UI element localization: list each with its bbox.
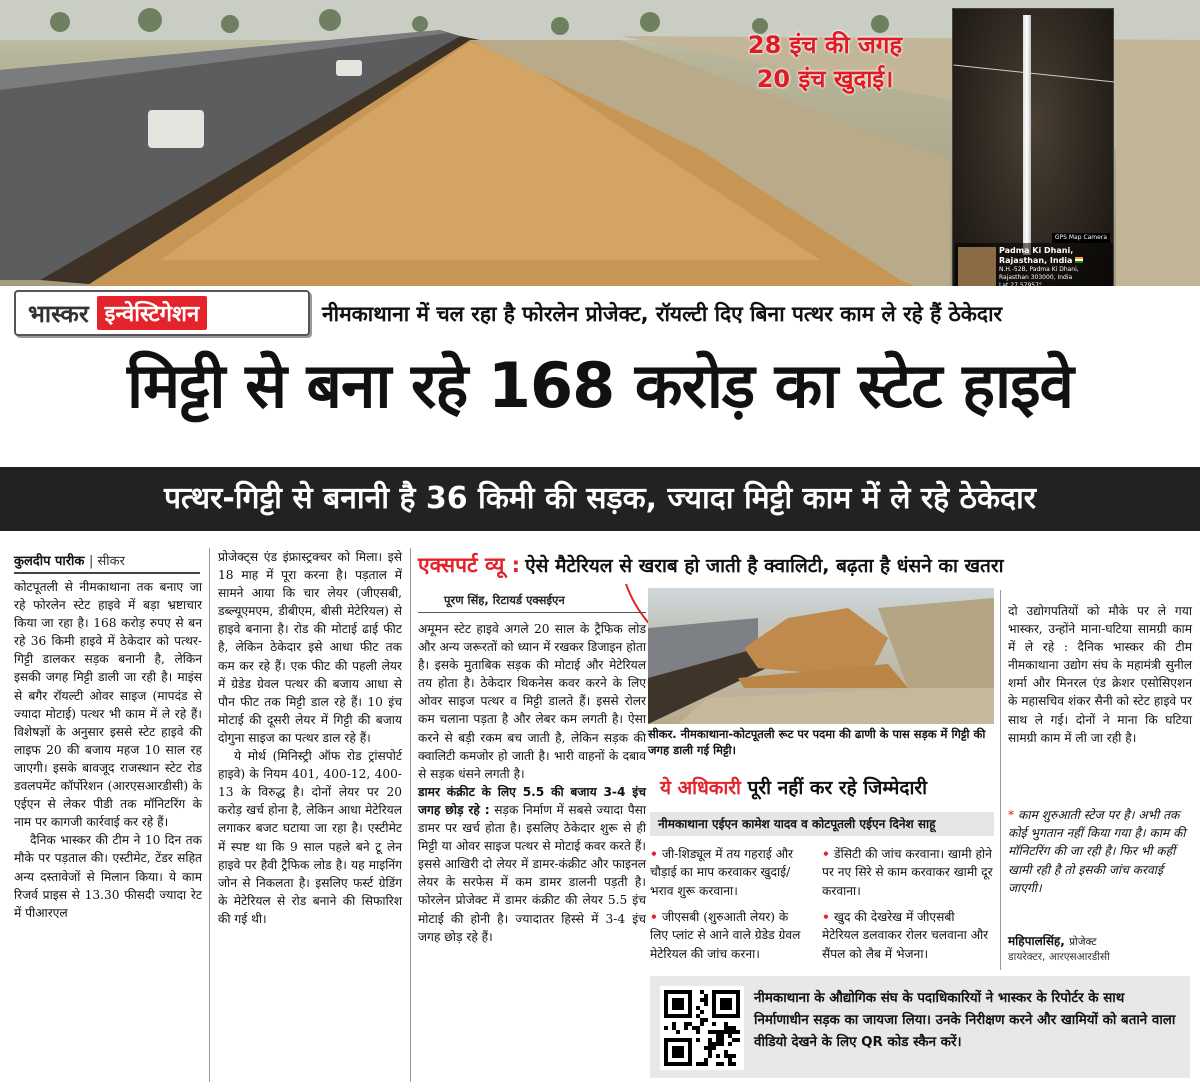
byline-city: सीकर bbox=[97, 554, 125, 569]
officials-heading-red: ये अधिकारी bbox=[660, 777, 741, 799]
official-quote: * काम शुरुआती स्टेज पर है। अभी तक कोई भुगतान नहीं किया गया है। काम की मॉनिटरिंग की जा रही है। फिर भी कहीं खामी रही है तो इसकी जांच करवाई जाएगी। bbox=[1008, 808, 1186, 895]
expert-para-2: सड़क निर्माण में सबसे ज्यादा पैसा डामर पर खर्च होता है। इसलिए ठेकेदार शुरू से ही मिट्टी या ओवर साइज पत्थर से मोटाई कवर करते हैं। इससे आखिरी दो लेयर में डामर-कंक्रीट और फाइनल लेयर के सरफेस में कम डामर डालनी पड़ती है। फोरलेन प्रोजेक्ट में डामर कंक्रीट की लेयर 5.5 इंच मोटाई की होनी है। ज्यादातर हिस्से में 3-4 इंच जगह छोड़ रहे हैं। bbox=[418, 802, 647, 944]
geotag-address: N.H.-52B, Padma Ki Dhani, Rajasthan 303000, India bbox=[999, 266, 1079, 281]
map-thumbnail bbox=[958, 247, 996, 287]
duty-bullet: • खुद की देखरेख में जीएसबी मेटेरियल डलवाकर रोलर चलवाना और सैंपल को लैब में भेजना। bbox=[822, 910, 989, 961]
column-2-para-1: प्रोजेक्ट्स एंड इंफ्रास्ट्रक्चर को मिला। इसे 18 माह में पूरा करना है। पड़ताल में सामने आया कि चार लेयर (जीएसबी, डब्ल्यूएमएम, डीबीएम, बीसी मेटेरियल) से हाइवे बनाना है। रोड की मोटाई ढाई फीट है, लेकिन ठेकेदार इसे आधा फीट तक कम कर रहे हैं। एक फीट की पहली लेयर में ग्रेडेड ग्रेवल पत्थर की बजाय आधा से पौन फीट तक मिट्टी डाल रहे हैं। 10 इंच मोटाई की दूसरी लेयर में गिट्टी की बजाय दोगुना साइज का पत्थर डाल रहे हैं। bbox=[218, 550, 402, 745]
kicker: नीमकाथाना में चल रहा है फोरलेन प्रोजेक्ट, रॉयल्टी दिए बिना पत्थर काम ले रहे हैं ठेकेदार bbox=[322, 302, 1003, 326]
duty-bullet: • डेंसिटी की जांच करवाना। खामी होने पर नए सिरे से काम करवाकर खामी दूर करवाना। bbox=[822, 847, 993, 898]
gps-app-label: GPS Map Camera bbox=[1052, 233, 1110, 243]
expert-para-1: अमूमन स्टेट हाइवे अगले 20 साल के ट्रैफिक लोड और अन्य जरूरतों को ध्यान में रखकर डिजाइन होता है। इसके मुताबिक सड़क की मोटाई और मेटेरियल तय होता है। ठेकेदार थिकनेस कवर करने के लिए ओवर साइज पत्थर व मिट्टी डालते हैं। इससे रोलर कम चलाना पड़ता है और लेबर कम लगती है। ऐसा करने से बड़ी रकम बच जाती है, लेकिन सड़क की क्वालिटी कमजोर हो जाती है। भारी वाहनों के दबाव से सड़क धंसने लगती है। bbox=[418, 622, 646, 781]
column-2-para-2: ये मोर्थ (मिनिस्ट्री ऑफ रोड ट्रांसपोर्ट हाइवे) के नियम 401, 400-12, 400-13 के विरुद्ध है। दोनों लेयर पर 20 करोड़ खर्च होना है, लेकिन आधा मेटेरियल लगाकर बजट घटाया जा रहा है। एस्टीमेट में स्पष्ट था कि 9 साल पहले बने टू लेन हाइवे पर हैवी ट्रैफिक लोड है। यह माइनिंग जोन से निकलता है। इसलिए फर्स्ट ग्रेडिंग के मेटेरियल से रोड बनाने की सिफारिश की गई थी। bbox=[218, 749, 402, 926]
qr-code[interactable] bbox=[660, 986, 744, 1070]
subheadline: पत्थर-गिट्टी से बनानी है 36 किमी की सड़क, ज्यादा मिट्टी काम में ले रहे ठेकेदार bbox=[0, 467, 1200, 531]
geotag-place: Padma Ki Dhani, Rajasthan, India bbox=[999, 246, 1110, 266]
bullet-icon: • bbox=[650, 910, 663, 924]
expert-tag: एक्सपर्ट व्यू : bbox=[418, 553, 521, 577]
hero-caption bbox=[690, 28, 960, 96]
investigation-strip bbox=[0, 286, 1200, 342]
column-1 bbox=[14, 578, 202, 922]
bullet-icon: • bbox=[650, 847, 663, 861]
bullet-icon: • bbox=[822, 847, 835, 861]
column-divider bbox=[209, 548, 210, 1082]
duty-bullet: • जी-शिड्यूल में तय गहराई और चौड़ाई का माप करवाकर खुदाई/भराव शुरू करवाना। bbox=[650, 847, 794, 898]
byline bbox=[14, 551, 200, 569]
column-4 bbox=[1008, 602, 1192, 747]
expert-para-2-lead: डामर कंक्रीट के लिए 5.5 की बजाय 3-4 इंच जगह छोड़ रहे : bbox=[418, 784, 646, 817]
qr-text: नीमकाथाना के औद्योगिक संघ के पदाधिकारियों ने भास्कर के रिपोर्टर के साथ निर्माणाधीन सड़क का जायजा लिया। उनके निरीक्षण करने और खामियों को बताने वाला वीडियो देखने के लिए QR कोड स्कैन करें। bbox=[754, 991, 1176, 1050]
column-1-para-1: कोटपूतली से नीमकाथाना तक बनाए जा रहे फोरलेन स्टेट हाइवे में बड़ा भ्रष्टाचार किया जा रहा है। 168 करोड़ रुपए से बन रहे 36 किमी हाइवे में ठेकेदार को पत्थर-गिट्टी डालकर सड़क बनानी है, लेकिन इसकी जगह मिट्टी डाली जा रही है। माइंस से बगैर रॉयल्टी ओवर साइज (मापदंड से ज्यादा मोटाई) पत्थर भी काम में ले रहे हैं। विशेषज्ञों के अनुसार इससे स्टेट हाइवे की लाइफ 20 की बजाय महज 10 साल रह जाएगी। इसके बावजूद राजस्थान स्टेट रोड डवलपमेंट कॉर्पोरेशन (आरएसआरडीसी) के एईएन से लेकर पीडी तक मॉनिटरिंग के नाम पर कागजी कार्रवाई कर रहे हैं। bbox=[14, 580, 202, 830]
officials-heading bbox=[660, 774, 927, 800]
column-divider bbox=[410, 548, 411, 1082]
inset-wire bbox=[953, 65, 1114, 83]
quote-author: महिपालसिंह, प्रोजेक्ट bbox=[1008, 934, 1097, 948]
duty-bullet: • जीएसबी (शुरुआती लेयर) के लिए प्लांट से आने वाले ग्रेडेड ग्रेवल मेटेरियल की जांच करना। bbox=[650, 910, 801, 961]
india-flag-icon bbox=[1075, 257, 1083, 263]
officials-names: नीमकाथाना एईएन कामेश यादव व कोटपूतली एईएन दिनेश साहू bbox=[650, 812, 994, 836]
badge-label: इन्वेस्टिगेशन bbox=[97, 296, 208, 330]
expert-byline-rule bbox=[418, 612, 646, 613]
caption-line-2: 20 इंच खुदाई। bbox=[756, 65, 894, 93]
qr-pattern bbox=[664, 990, 740, 1066]
section-badge bbox=[14, 290, 310, 336]
column-divider bbox=[1000, 590, 1001, 970]
expert-header bbox=[418, 551, 1192, 583]
quote-star-icon: * bbox=[1008, 808, 1018, 822]
byline-name: कुलदीप पारीक bbox=[14, 554, 85, 569]
headline: मिट्टी से बना रहे 168 करोड़ का स्टेट हाइवे bbox=[126, 349, 1074, 422]
measuring-rod bbox=[1023, 15, 1031, 255]
expert-title: ऐसे मैटेरियल से खराब हो जाती है क्वालिटी, बढ़ता है धंसने का खतरा bbox=[525, 555, 1004, 577]
byline-rule bbox=[14, 572, 200, 574]
officials-heading-rest: पूरी नहीं कर रहे जिम्मेदारी bbox=[747, 777, 928, 799]
quote-author-role: डायरेक्टर, आरएसआरडीसी bbox=[1008, 951, 1110, 963]
badge-brand: भास्कर bbox=[28, 299, 89, 328]
column-2 bbox=[218, 548, 402, 928]
hero-photo bbox=[0, 0, 1200, 300]
column-4-para: दो उद्योगपतियों को मौके पर ले गया भास्कर, उन्होंने माना-घटिया सामग्री काम में ले रहे : दैनिक भास्कर की टीम नीमकाथाना उद्योग संघ के महामंत्री सुनील शर्मा और मिनरल एंड क्रेशर एसोसिएशन के महासचिव शंकर सैनी को स्टेट हाइवे पर साथ ले गई। दोनों ने माना कि घटिया सामग्री काम में ली जा रही है। bbox=[1008, 604, 1192, 745]
road-photo-illustration bbox=[648, 588, 994, 724]
caption-line-1: 28 इंच की जगह bbox=[747, 31, 903, 59]
expert-column bbox=[418, 620, 646, 946]
road-photo bbox=[648, 588, 994, 724]
column-1-para-2: दैनिक भास्कर की टीम ने 10 दिन तक मौके पर पड़ताल की। एस्टीमेट, टेंडर सहित अन्य दस्तावेजों से मिलान किया। ये काम रिजर्व प्राइस से 13.30 फीसदी ज्यादा रेट में पीआरएल bbox=[14, 833, 202, 920]
qr-box bbox=[650, 976, 1190, 1078]
inset-night-photo bbox=[952, 8, 1114, 298]
photo-caption: सीकर. नीमकाथाना-कोटपूतली रूट पर पदमा की ढाणी के पास सड़क में गिट्टी की जगह डाली गई मिट्टी। bbox=[648, 727, 986, 757]
expert-byline: पूरण सिंह, रिटायर्ड एक्सईएन bbox=[444, 593, 565, 607]
bullet-icon: • bbox=[822, 910, 835, 924]
byline-divider: | bbox=[88, 554, 98, 569]
